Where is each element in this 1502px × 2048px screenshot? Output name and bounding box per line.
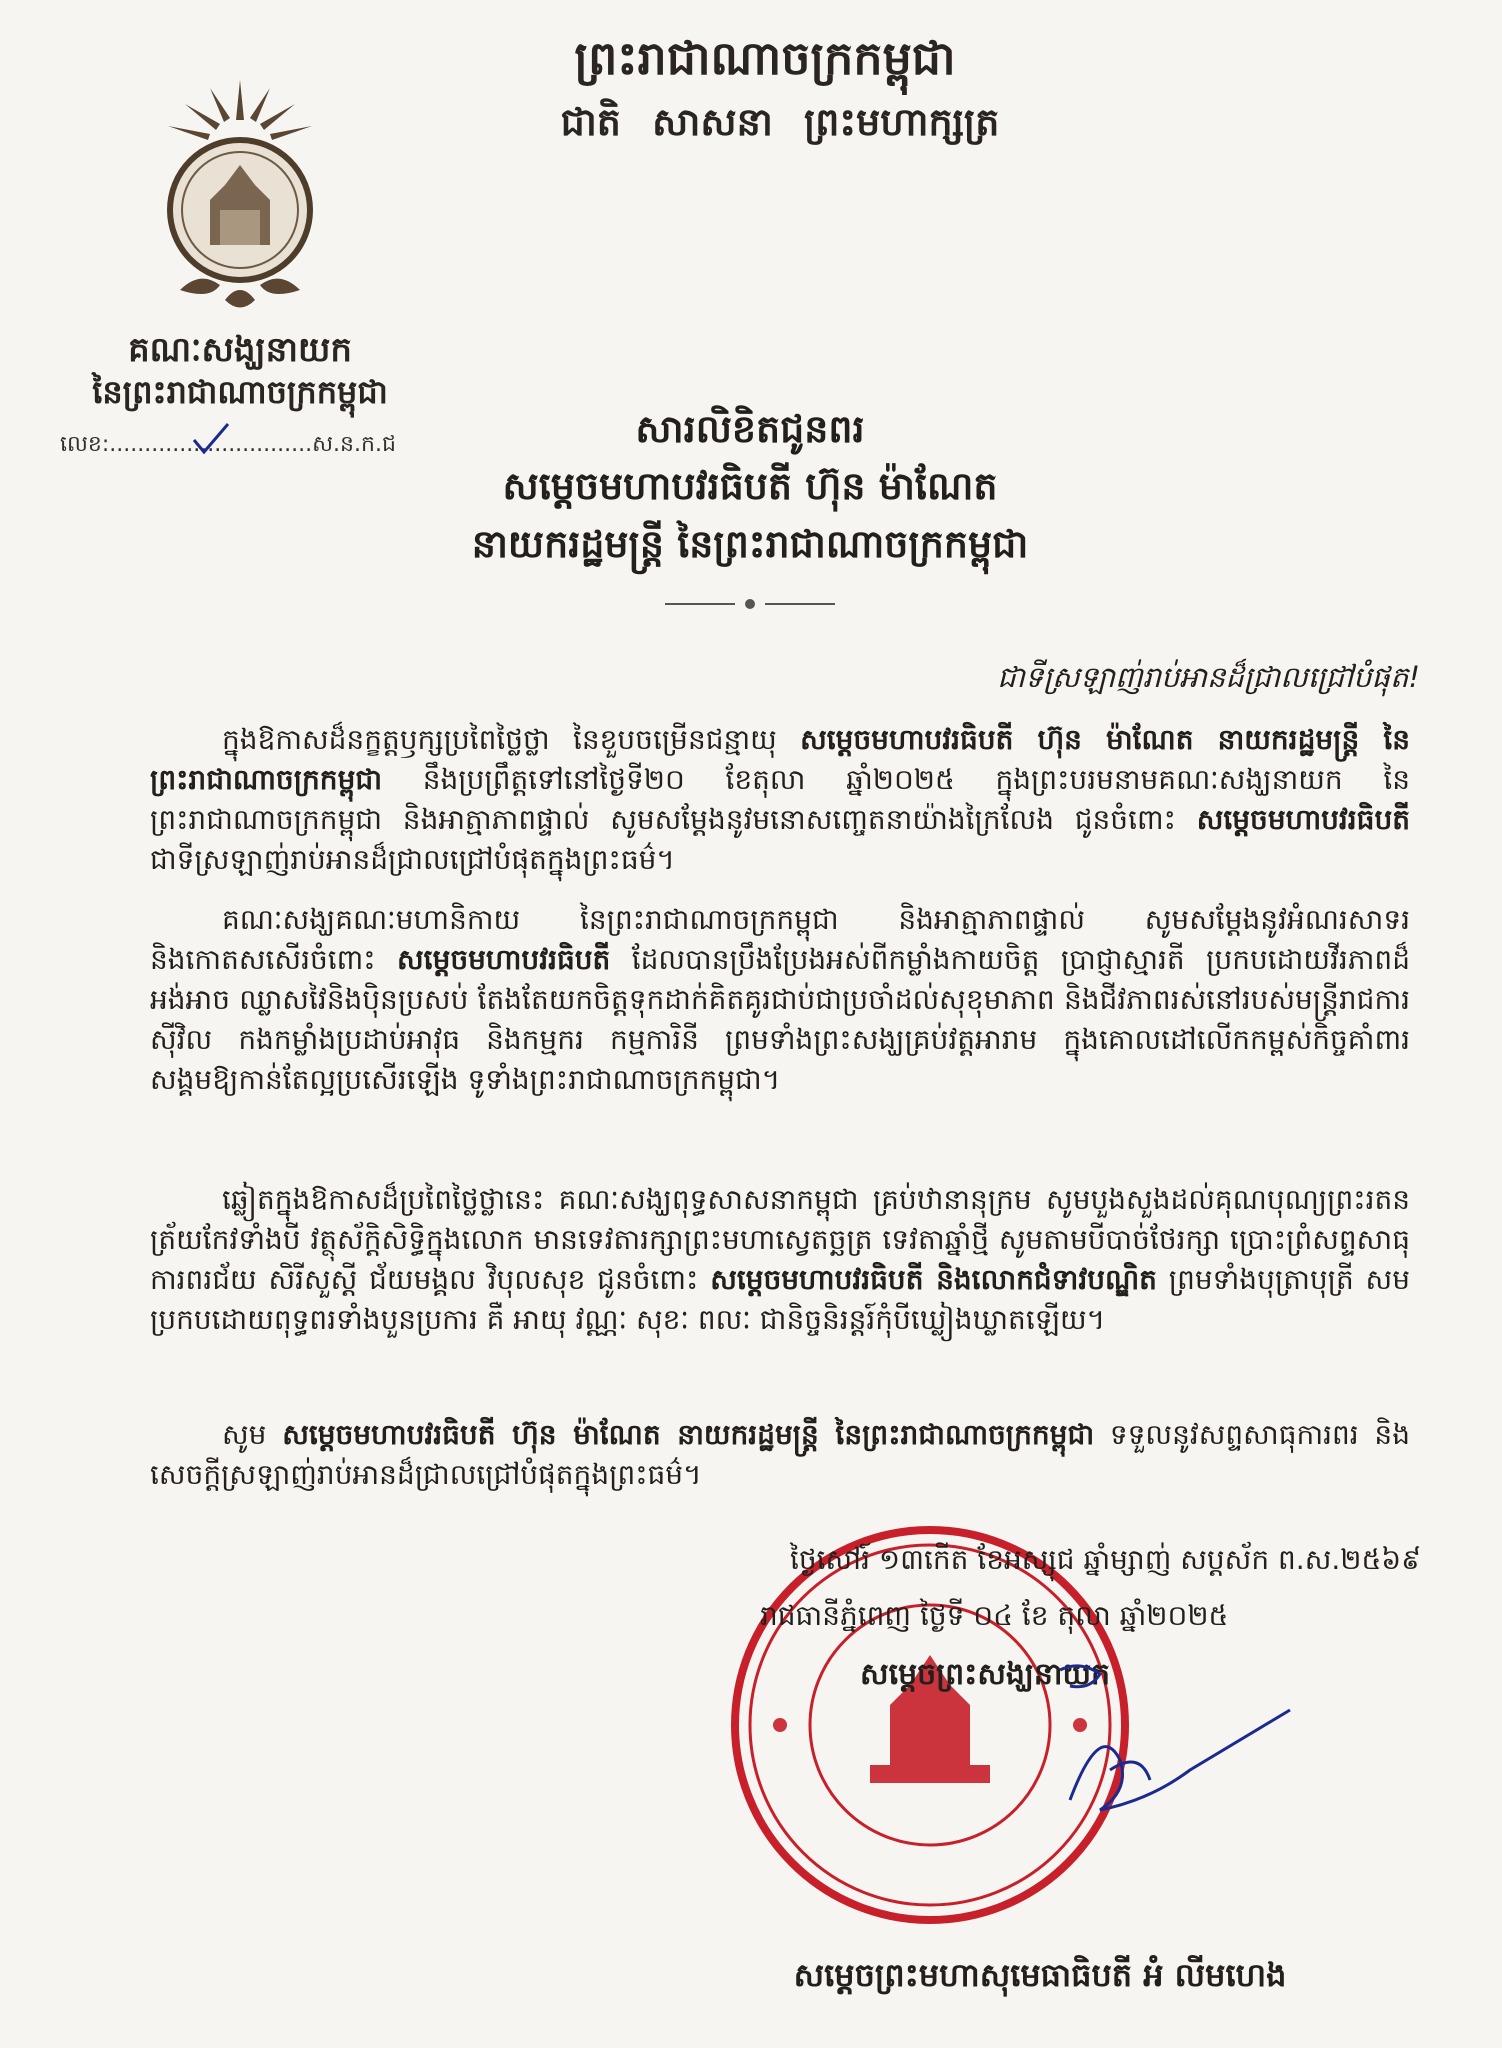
organization-name: គណៈសង្ឃនាយក <box>128 330 352 370</box>
reference-number: លេខ:.............................ស.ន.ក.ជ <box>60 432 396 457</box>
recipient-position: នាយករដ្ឋមន្ត្រី នៃព្រះរាជាណាចក្រកម្ពុជា <box>471 521 1029 566</box>
signatory-title: សម្តេចព្រះសង្ឃនាយក <box>860 1657 1111 1692</box>
handwritten-signature-icon <box>1040 1650 1300 1840</box>
paragraph-3: ឆ្លៀតក្នុងឱកាសដ៏ប្រពៃថ្លៃថ្លានេះ គណៈសង្ឃពុទ្ធសាសនាកម្ពុជា គ្រប់ឋានានុក្រម សូមបួងសួងដល់គុណបុណ្យព្រះរតនត្រ័យកែវទាំងបី វត្ថុស័ក្តិសិទ្ធិក្នុងលោក មានទេវតារក្សាព្រះមហាស្វេតច្ឆត្រ ទេវតាឆ្នាំថ្មី សូមតាមបីបាច់ថែរក្សា ប្រោះព្រំសព្ទសាធុការពរជ័យ សិរីសួស្តី ជ័យមង្គល វិបុលសុខ ជូនចំពោះ សម្តេចមហាបវរធិបតី និងលោកជំទាវបណ្ឌិត ព្រមទាំងបុត្រាបុត្រី សមប្រកបដោយពុទ្ធពរទាំងបួនប្រការ គឺ អាយុ វណ្ណៈ សុខៈ ពលៈ ជានិច្ចនិរន្តរ៍កុំបីឃ្លៀងឃ្លាតឡើយ។ <box>150 1183 1410 1336</box>
national-motto: ជាតិ សាសនា ព្រះមហាក្សត្រ <box>560 99 1000 144</box>
salutation: ជាទីស្រឡាញ់រាប់អានដ៏ជ្រាលជ្រៅបំផុត! <box>997 660 1420 694</box>
organization-subname: នៃព្រះរាជាណាចក្រកម្ពុជា <box>92 373 388 411</box>
sangha-emblem-icon <box>140 70 340 330</box>
recipient-name: សម្តេចមហាបវរធិបតី ហ៊ុន ម៉ាណែត <box>502 463 998 508</box>
paragraph-4: សូម សម្តេចមហាបវរធិបតី ហ៊ុន ម៉ាណែត នាយករដ្ឋមន្ត្រី នៃព្រះរាជាណាចក្រកម្ពុជា ទទួលនូវសព្ទសាធុការពរ និងសេចក្តីស្រឡាញ់រាប់អានដ៏ជ្រាលជ្រៅបំផុតក្នុងព្រះធម៌។ <box>150 1418 1410 1491</box>
kingdom-heading: ព្រះរាជាណាចក្រកម្ពុជា <box>574 31 956 85</box>
divider-ornament-icon <box>665 596 835 612</box>
paragraph-2: គណៈសង្ឃគណៈមហានិកាយ នៃព្រះរាជាណាចក្រកម្ពុជា និងអាត្មាភាពផ្ទាល់ សូមសម្តែងនូវអំណរសាទរ និងកោតសសើរចំពោះ សម្តេចមហាបវរធិបតី ដែលបានប្រឹងប្រែងអស់ពីកម្លាំងកាយចិត្ត ប្រាជ្ញាស្មារតី ប្រកបដោយវីរភាពដ៏អង់អាច ឈ្លាសវៃនិងប៉ិនប្រសប់ តែងតែយកចិត្តទុកដាក់គិតគូរជាប់ជាប្រចាំដល់សុខុមាភាព និងជីវភាពរស់នៅរបស់មន្ត្រីរាជការស៊ីវិល កងកម្លាំងប្រដាប់អាវុធ និងកម្មករ កម្មការិនី ព្រមទាំងព្រះសង្ឃគ្រប់វត្តអារាម ក្នុងគោលដៅលើកកម្ពស់កិច្ចគាំពារសង្គមឱ្យកាន់តែល្អប្រសើរឡើង ទូទាំងព្រះរាជាណាចក្រកម្ពុជា។ <box>150 903 1410 1096</box>
lunar-date: ថ្ងៃសៅរ៍ ១៣កើត ខែអស្សុជ ឆ្នាំម្សាញ់ សប្តស័ក ព.ស.២៥៦៩ <box>790 1543 1421 1576</box>
signatory-name: សម្តេចព្រះមហាសុមេធាធិបតី អំ លីមហេង <box>793 1956 1287 1994</box>
letter-title: សារលិខិតជូនពរ <box>635 406 865 451</box>
paragraph-1: ក្នុងឱកាសដ៏នក្ខត្តឫក្សប្រពៃថ្លៃថ្លា នៃខួបចម្រើនជន្មាយុ សម្តេចមហាបវរធិបតី ហ៊ុន ម៉ាណែត នាយករដ្ឋមន្ត្រី នៃព្រះរាជាណាចក្រកម្ពុជា នឹងប្រព្រឹត្តទៅនៅថ្ងៃទី២០ ខែតុលា ឆ្នាំ២០២៥ ក្នុងព្រះបរមនាមគណៈសង្ឃនាយក នៃព្រះរាជាណាចក្រកម្ពុជា និងអាត្មាភាពផ្ទាល់ សូមសម្តែងនូវមនោសញ្ចេតនាយ៉ាងក្រៃលែង ជូនចំពោះ សម្តេចមហាបវរធិបតី ជាទីស្រឡាញ់រាប់អានដ៏ជ្រាលជ្រៅបំផុតក្នុងព្រះធម៌។ <box>150 723 1410 876</box>
check-mark-icon <box>190 420 230 456</box>
solar-date: រាជធានីភ្នំពេញ ថ្ងៃទី ០៤ ខែ តុលា ឆ្នាំ២០២៥ <box>760 1599 1229 1632</box>
